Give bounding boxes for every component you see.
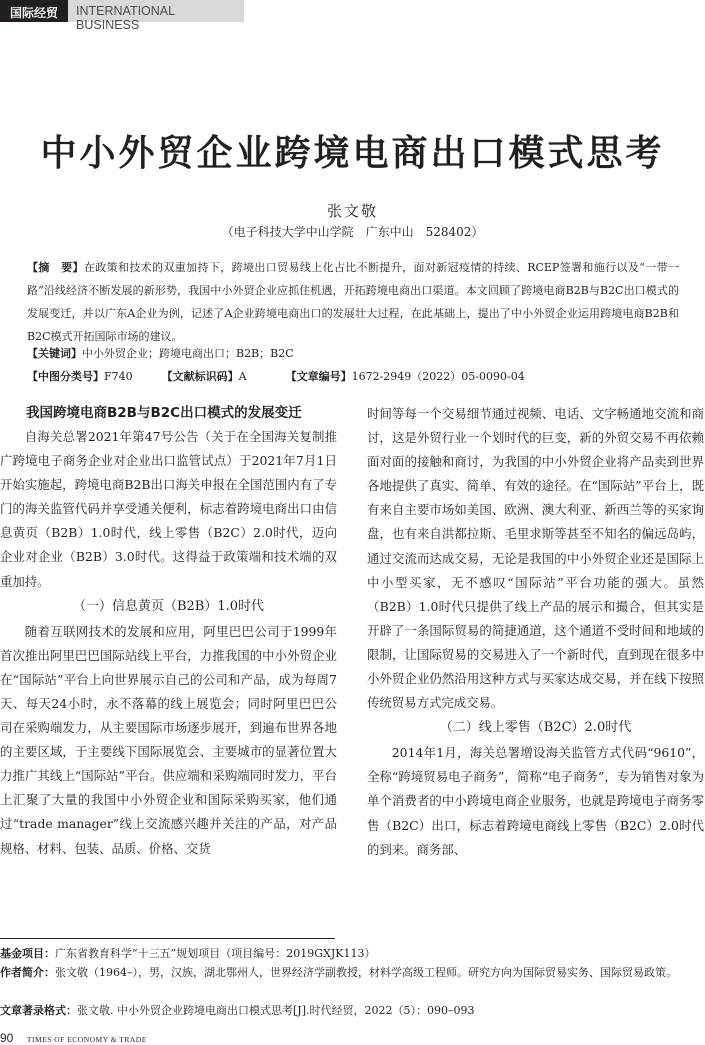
bio-label: 作者简介： xyxy=(0,966,55,979)
bio-text: 张文敬（1964–），男，汉族，湖北鄂州人，世界经济学副教授，材料学高级工程师。研究方向为国际贸易实务、国际贸易政策。 xyxy=(55,966,677,979)
keywords: 中小外贸企业；跨境电商出口；B2B；B2C xyxy=(82,347,294,360)
doc-code-value: A xyxy=(238,370,247,383)
paragraph: 随着互联网技术的发展和应用，阿里巴巴公司于1999年首次推出阿里巴巴国际站线上平台，力推我国的中小外贸企业在“国际站”平台上向世界展示自己的公司和产品，成为每周7天、每天24小时，永不落幕的线上展览会；同时阿里巴巴公司在采购端发力，从主要国际市场逐步展开，到遍布世界各地的主要区域，于主要线下国际展览会、主要城市的显著位置大力推广其线上“国际站”平台。供应端和采购端同时发力，平台上汇聚了大量的我国中小外贸企业和国际采购买家，他们通过“trade manager”线上交流感兴趣并关注的产品，对产品规格、材料、包装、品质、价格、交货 xyxy=(0,623,337,856)
keywords-label: 【关键词】 xyxy=(27,347,82,360)
section-tag: 国际经贸 xyxy=(0,0,68,22)
subsection-heading: （二）线上零售（B2C）2.0时代 xyxy=(439,720,632,736)
page-number: 90 xyxy=(0,1031,14,1045)
clc-value: F740 xyxy=(104,370,133,383)
article-title: 中小外贸企业跨境电商出口模式思考 xyxy=(40,132,665,174)
author-affiliation: （电子科技大学中山学院 广东中山 528402） xyxy=(221,225,484,239)
section-subtitle: INTERNATIONAL BUSINESS xyxy=(68,0,244,22)
article-author: 张文敬 xyxy=(326,202,378,220)
abstract-label: 【摘 要】 xyxy=(27,261,84,274)
abstract xyxy=(27,256,679,348)
article-id-value: 1672-2949（2022）05-0090-04 xyxy=(351,370,525,383)
section-header xyxy=(0,0,244,32)
fund-text: 广东省教育科学“十三五”规划项目（项目编号：2019GXJK113） xyxy=(55,947,376,960)
left-column xyxy=(0,402,337,861)
paragraph: 2014年1月，海关总署增设海关监管方式代码“9610”，全称“跨境贸易电子商务”，简称“电子商务”，专为销售对象为单个消费者的中小跨境电商企业服务，也就是跨境电子商务零售（B2C）出口，标志着跨境电商线上零售（B2C）2.0时代的到来。商务部、 xyxy=(367,745,704,857)
abstract-text: 在政策和技术的双重加持下，跨境出口贸易线上化占比不断提升，面对新冠疫情的持续、RCEP签署和施行以及“一带一路”沿线经济不断发展的新形势，我国中小外贸企业应抓住机遇，开拓跨境电商出口渠道。本文回顾了跨境电商B2B与B2C出口模式的发展变迁，并以广东A企业为例，记述了A企业跨境电商出口的发展壮大过程，在此基础上，提出了中小外贸企业运用跨境电商B2B和B2C模式开拓国际市场的建议。 xyxy=(27,261,680,343)
doc-code-label: 【文献标识码】 xyxy=(161,370,239,383)
footnote-fund xyxy=(0,944,700,963)
paragraph: 自海关总署2021年第47号公告（关于在全国海关复制推广跨境电子商务企业对企业出口监管试点）于2021年7月1日开始实施起，跨境电商B2B出口海关申报在全国范围内有了专门的海关监管代码并享受通关便利，标志着跨境电商出口由信息黄页（B2B）1.0时代，线上零售（B2C）2.0时代，迈向企业对企业（B2B）3.0时代。这得益于政策端和技术端的双重加持。 xyxy=(0,429,337,589)
classification-line xyxy=(27,368,679,384)
keywords-line xyxy=(27,345,679,361)
fund-label: 基金项目： xyxy=(0,947,55,960)
magazine-name: TIMES OF ECONOMY & TRADE xyxy=(26,1035,147,1044)
footnote-citation xyxy=(0,1001,700,1020)
footnote-divider xyxy=(0,938,335,939)
article-id-label: 【文章编号】 xyxy=(285,370,352,383)
subsection-heading: （一）信息黄页（B2B）1.0时代 xyxy=(72,598,265,614)
citation-label: 文章著录格式： xyxy=(0,1004,77,1017)
paragraph: 时间等每一个交易细节通过视频、电话、文字畅通地交流和商讨，这是外贸行业一个划时代的巨变，新的外贸交易不再依赖面对面的接触和商讨，为我国的中小外贸企业将产品卖到世界各地提供了真实、简单、有效的途径。在“国际站”平台上，既有来自主要市场如美国、欧洲、澳大利亚、新西兰等的买家询盘，也有来自洪都拉斯、毛里求斯等甚至不知名的偏远岛屿，通过交流而达成交易，无论是我国的中小外贸企业还是国际上中小型买家，无不感叹“国际站”平台功能的强大。虽然（B2B）1.0时代只提供了线上产品的展示和撮合，但其实是开辟了一条国际贸易的简捷通道，这个通道不受时间和地域的限制，让国际贸易的交易进入了一个新时代，直到现在很多中小外贸企业仍然沿用这种方式与买家达成交易，并在线下按照传统贸易方式完成交易。 xyxy=(367,406,704,711)
footnote-author-bio xyxy=(0,963,700,982)
section-heading: 我国跨境电商B2B与B2C出口模式的发展变迁 xyxy=(26,405,302,421)
clc-label: 【中图分类号】 xyxy=(27,370,104,383)
right-column xyxy=(367,402,704,862)
citation-text: 张文敬. 中小外贸企业跨境电商出口模式思考[J].时代经贸，2022（5）：090–093 xyxy=(77,1004,475,1017)
